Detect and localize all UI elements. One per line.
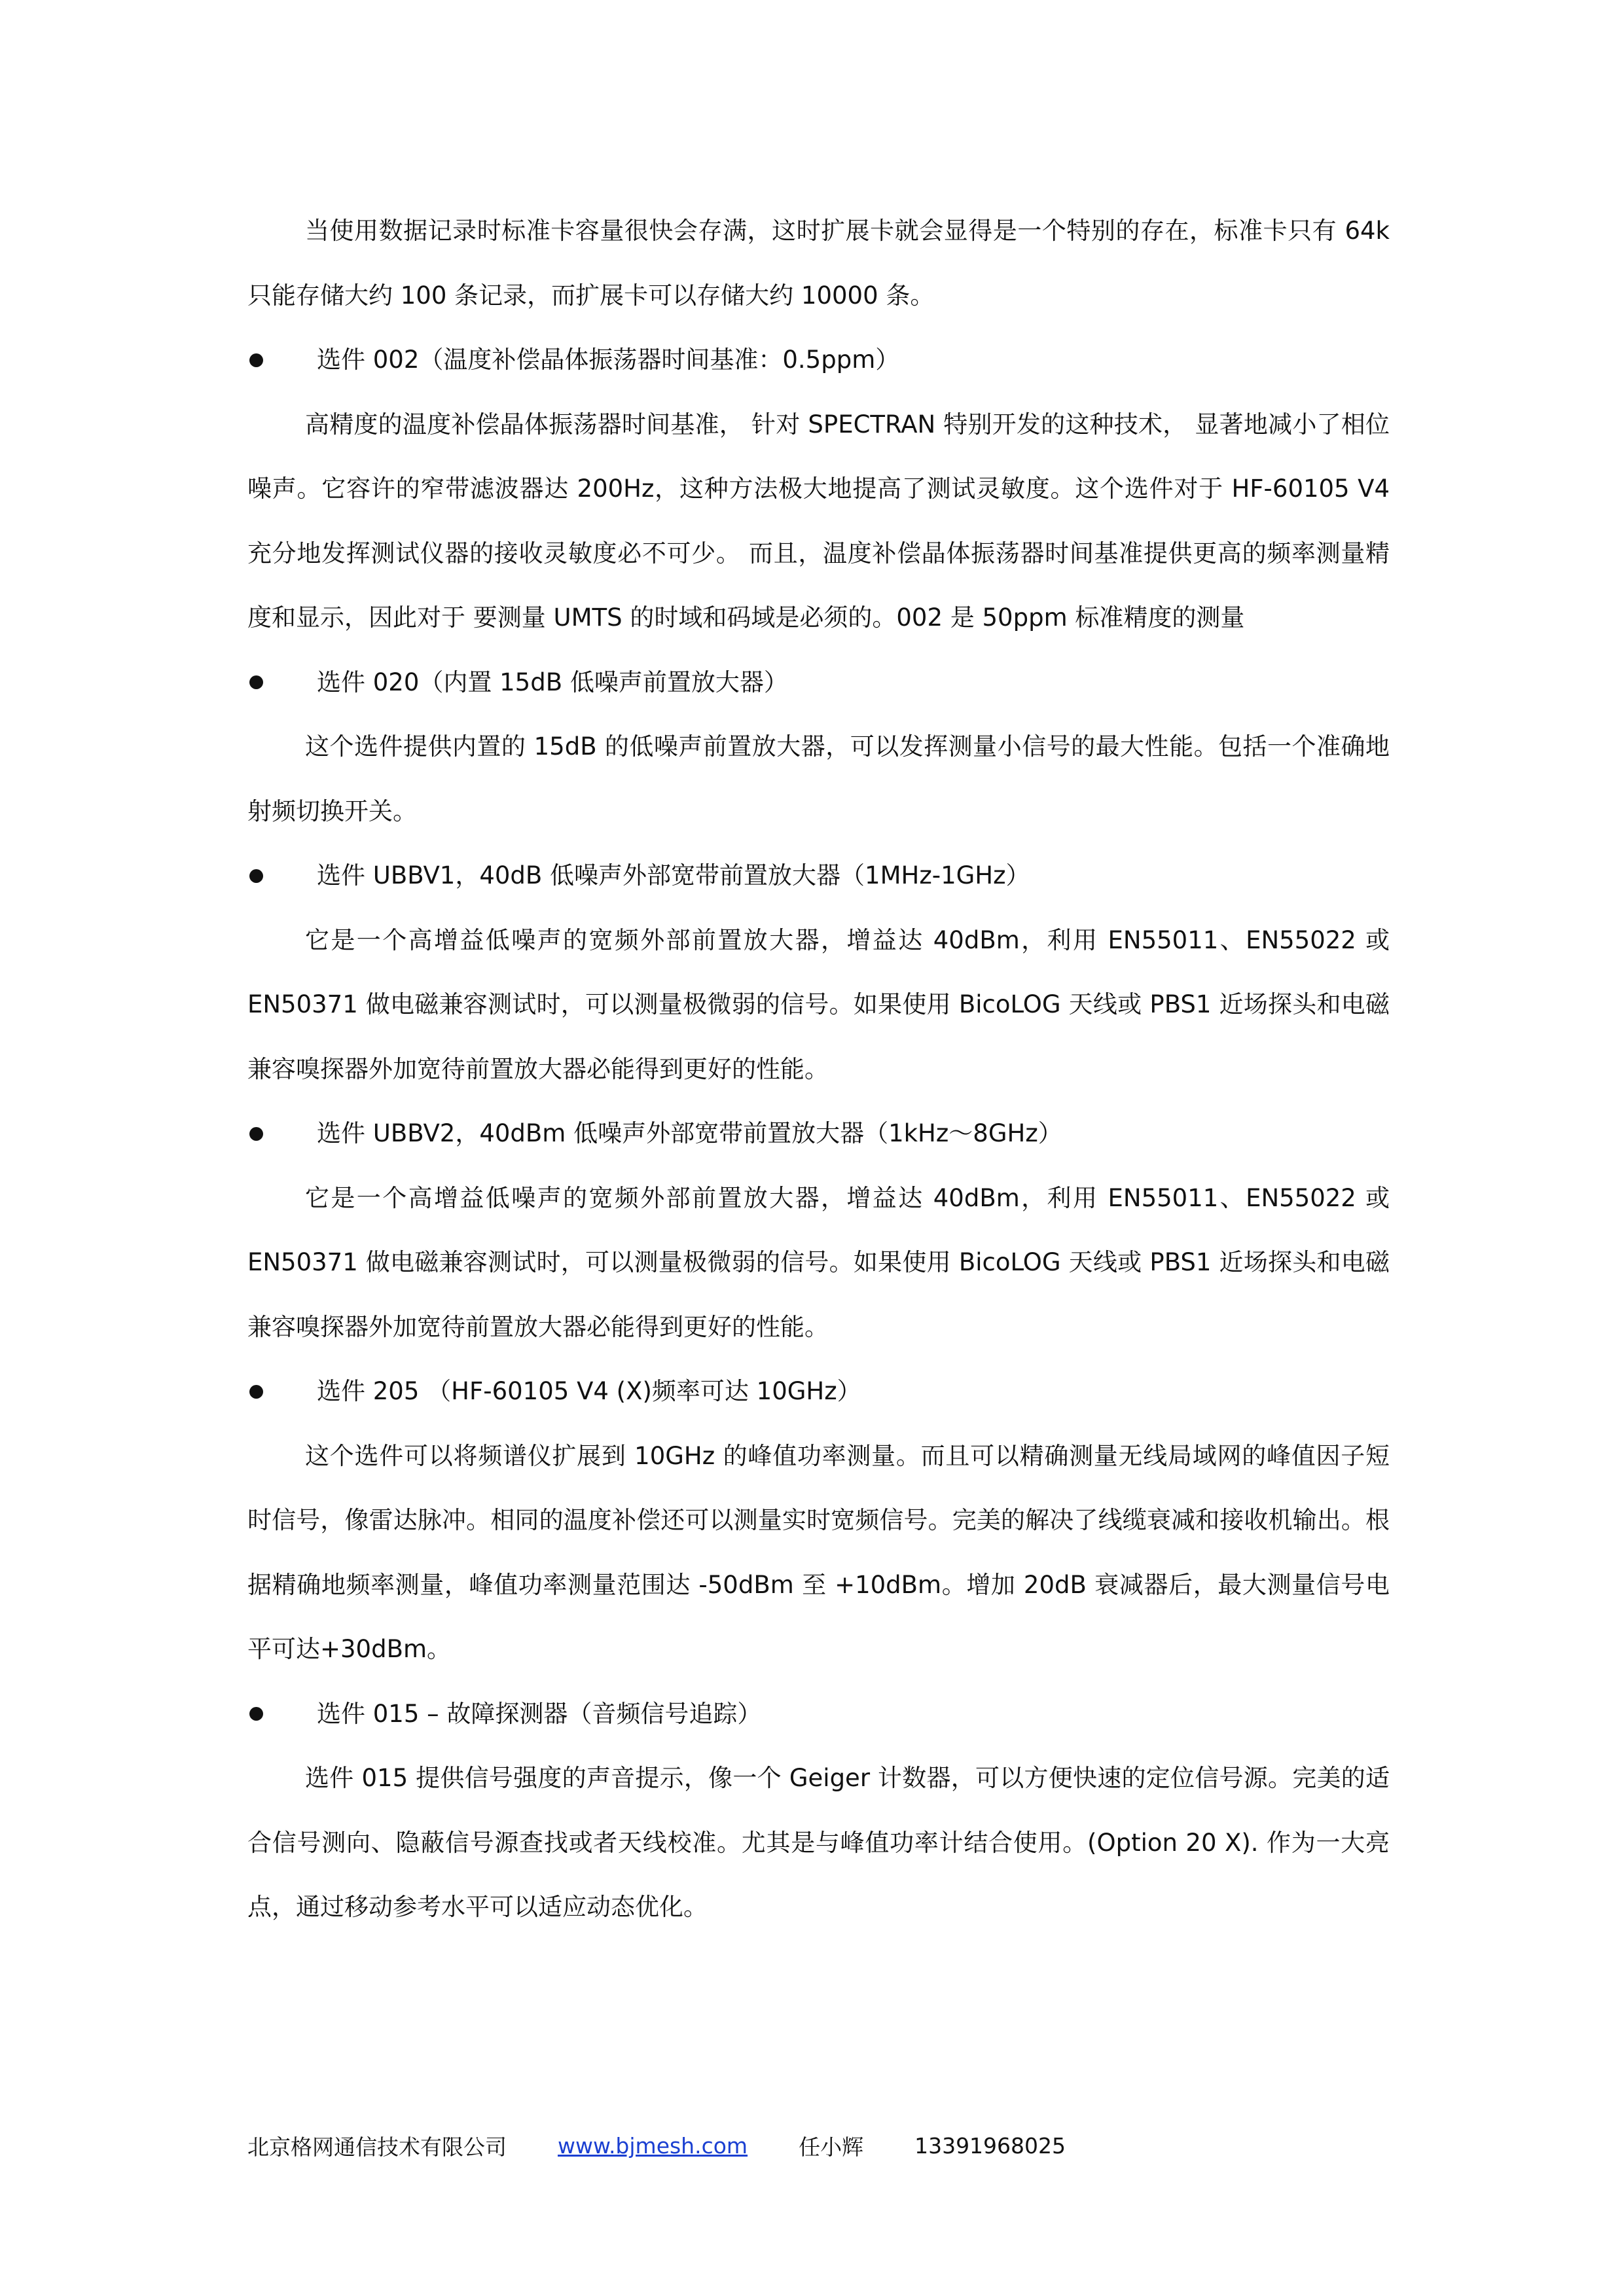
bullet-icon bbox=[249, 353, 263, 367]
document-body bbox=[247, 199, 1390, 1940]
bullet-text: 选件 205 （HF-60105 V4 (X)频率可达 10GHz） bbox=[317, 1377, 861, 1405]
bullet-text: 选件 002（温度补偿晶体振荡器时间基准：0.5ppm） bbox=[317, 346, 900, 374]
paragraph: 它是一个高增益低噪声的宽频外部前置放大器，增益达 40dBm，利用 EN55011、EN55022 或 EN50371 做电磁兼容测试时，可以测量极微弱的信号。如果使用 BicoLOG 天线或 PBS1 近场探头和电磁兼容嗅探器外加宽待前置放大器必能得到更好的性能。 bbox=[247, 925, 1390, 1083]
footer-company: 北京格网通信技术有限公司 bbox=[247, 2134, 507, 2160]
paragraph: 高精度的温度补偿晶体振荡器时间基准， 针对 SPECTRAN 特别开发的这种技术， 显著地减小了相位噪声。它容许的窄带滤波器达 200Hz，这种方法极大地提高了测试灵敏度。这个选件对于 HF-60105 V4 充分地发挥测试仪器的接收灵敏度必不可少。 而且，温度补偿晶体振荡器时间基准提供更高的频率测量精度和显示，因此对于 要测量 UMTS 的时域和码域是必须的。002 是 50ppm 标准精度的测量 bbox=[247, 410, 1390, 632]
bullet-icon bbox=[249, 1127, 263, 1141]
bullet-icon bbox=[249, 675, 263, 689]
paragraph: 这个选件提供内置的 15dB 的低噪声前置放大器，可以发挥测量小信号的最大性能。包括一个准确地射频切换开关。 bbox=[247, 732, 1390, 825]
bullet-item bbox=[247, 1682, 1390, 1747]
footer-contact-name: 任小辉 bbox=[799, 2134, 864, 2160]
bullet-item bbox=[247, 1359, 1390, 1424]
footer-phone: 13391968025 bbox=[914, 2133, 1066, 2159]
footer-website-link[interactable]: www.bjmesh.com bbox=[558, 2133, 748, 2159]
paragraph: 这个选件可以将频谱仪扩展到 10GHz 的峰值功率测量。而且可以精确测量无线局域网的峰值因子短时信号，像雷达脉冲。相同的温度补偿还可以测量实时宽频信号。完美的解决了线缆衰减和接收机输出。根据精确地频率测量，峰值功率测量范围达 -50dBm 至 +10dBm。增加 20dB 衰减器后，最大测量信号电平可达+30dBm。 bbox=[247, 1441, 1390, 1663]
bullet-item bbox=[247, 651, 1390, 715]
paragraph: 当使用数据记录时标准卡容量很快会存满，这时扩展卡就会显得是一个特别的存在，标准卡只有 64k 只能存储大约 100 条记录，而扩展卡可以存储大约 10000 条。 bbox=[247, 217, 1390, 310]
bullet-text: 选件 UBBV2，40dBm 低噪声外部宽带前置放大器（1kHz～8GHz） bbox=[317, 1119, 1062, 1147]
bullet-item bbox=[247, 844, 1390, 908]
bullet-text: 选件 UBBV1，40dB 低噪声外部宽带前置放大器（1MHz-1GHz） bbox=[317, 861, 1030, 889]
paragraph: 它是一个高增益低噪声的宽频外部前置放大器，增益达 40dBm，利用 EN55011、EN55022 或 EN50371 做电磁兼容测试时，可以测量极微弱的信号。如果使用 BicoLOG 天线或 PBS1 近场探头和电磁兼容嗅探器外加宽待前置放大器必能得到更好的性能。 bbox=[247, 1183, 1390, 1341]
page-footer bbox=[247, 2130, 1390, 2161]
bullet-item bbox=[247, 1102, 1390, 1166]
bullet-icon bbox=[249, 1707, 263, 1721]
bullet-item bbox=[247, 328, 1390, 393]
paragraph: 选件 015 提供信号强度的声音提示，像一个 Geiger 计数器，可以方便快速的定位信号源。完美的适合信号测向、隐蔽信号源查找或者天线校准。尤其是与峰值功率计结合使用。(Option 20 X). 作为一大亮点，通过移动参考水平可以适应动态优化。 bbox=[247, 1764, 1390, 1921]
bullet-icon bbox=[249, 869, 263, 883]
bullet-text: 选件 020（内置 15dB 低噪声前置放大器） bbox=[317, 668, 788, 696]
bullet-icon bbox=[249, 1385, 263, 1399]
bullet-text: 选件 015 – 故障探测器（音频信号追踪） bbox=[317, 1699, 762, 1728]
